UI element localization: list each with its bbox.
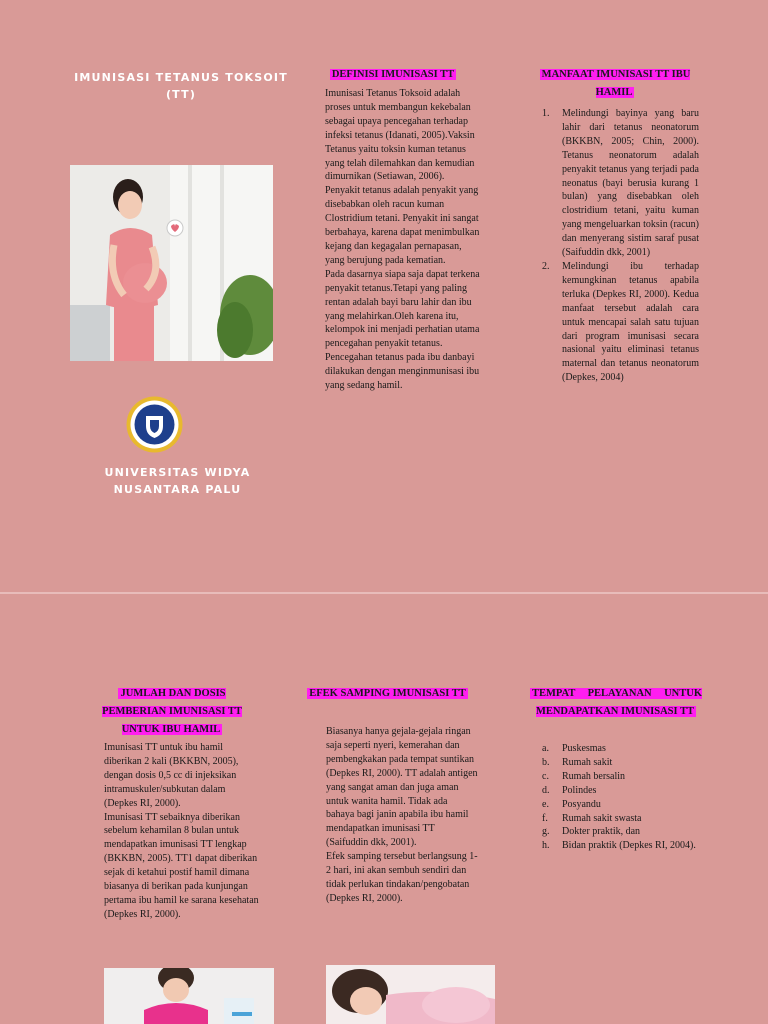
efek-samping-body — [326, 725, 478, 906]
list-item: e. Posyandu — [542, 798, 601, 810]
jumlah-dosis-body — [104, 741, 259, 922]
efek-samping-paragraph: Biasanya hanya gejala-gejala ringan saja seperti nyeri, kemerahan dan pembengkakan pada tempat suntikan (Depkes RI, 2000). TT adalah antigen yang sangat aman dan juga aman untuk wanita hamil. Tidak ada bahaya bagi janin apabila ibu hamil mendapatkan imunisasi TT (Saifuddin dkk, 2001). — [326, 726, 478, 849]
jumlah-dosis-paragraph: Imunisasi TT untuk ibu hamil diberikan 2 kali (BKKBN, 2005), dengan dosis 0,5 cc di injeksikan intramuskuler/subkutan dalam (Depkes RI, 2000). — [104, 742, 239, 809]
university-logo — [126, 396, 183, 453]
definisi-paragraph: Imunisasi Tetanus Toksoid adalah proses untuk membangun kekebalan sebagai upaya pencegahan terhadap infeksi tetanus (Idanati, 2005).Vaksin Tetanus yaitu toksin kuman tetanus yang telah dilemahkan dan kemudian dimurnikan (Setiawan, 2006). — [325, 88, 475, 183]
list-item: d. Polindes — [542, 784, 597, 796]
manfaat-list — [542, 107, 699, 385]
university-name: UNIVERSITAS WIDYA NUSANTARA PALU — [104, 466, 251, 496]
list-item: 2. Melindungi ibu terhadap kemungkinan tetanus apabila terluka (Depkes RI, 2000). Kedua manfaat tersebut adalah cara untuk mencapai salah satu tujuan dari program imunisasi secara nasional yaitu eliminasi tetanus maternal dan tetanus neonatorum (Depkes, 2004) — [542, 260, 699, 384]
efek-samping-title — [300, 685, 475, 703]
tempat-pelayanan-title — [530, 685, 702, 721]
manfaat-item-text: Melindungi ibu terhadap kemungkinan tetanus apabila terluka (Depkes RI, 2000). Kedua manfaat tersebut adalah cara untuk mencapai salah satu tujuan dari program imunisasi secara nasional yaitu eliminasi tetanus maternal dan tetanus neonatorum (Depkes, 2004) — [562, 260, 699, 384]
manfaat-title — [536, 66, 694, 102]
definisi-title — [318, 66, 468, 84]
jumlah-dosis-paragraph: Imunisasi TT sebaiknya diberikan sebelum kehamilan 8 bulan untuk mendapatkan imunisasi TT lengkap (BKKBN, 2005). TT1 dapat diberikan sejak di ketahui postif hamil dimana biasanya di berikan pada kunjungan pertama ibu hamil ke sarana kesehatan (Depkes RI, 2000). — [104, 811, 259, 920]
efek-samping-paragraph: Efek samping tersebut berlangsung 1-2 hari, ini akan sembuh sendiri dan tidak perlukan tindakan/pengobatan (Depkes RI, 2000). — [326, 851, 478, 904]
manfaat-title-text: MANFAAT IMUNISASI TT IBU HAMIL — [541, 69, 691, 98]
definisi-title-text: DEFINISI IMUNISASI TT — [331, 69, 455, 80]
tempat-pelayanan-list — [542, 742, 702, 853]
definisi-paragraph: Penyakit tetanus adalah penyakit yang disebabkan oleh racun kuman Clostridium tetani. Penyakit ini sangat berbahaya, karena dapat menimbulkan kejang dan kegagalan pernapasan, yang berujung pada kematian. — [325, 185, 480, 266]
list-item: c. Rumah bersalin — [542, 770, 626, 782]
jumlah-dosis-title — [97, 685, 247, 739]
efek-samping-title-text: EFEK SAMPING IMUNISASI TT — [309, 688, 466, 699]
list-item: h. Bidan praktik (Depkes RI, 2004). — [542, 840, 696, 852]
list-item: a. Puskesmas — [542, 743, 606, 754]
resting-woman-photo — [326, 965, 495, 1024]
list-item: f. Rumah sakit swasta — [542, 812, 642, 824]
list-item: 1. Melindungi bayinya yang baru lahir dari tetanus neonatorum (BKKBN, 2005; Chin, 2000). Tetanus neonatorum adalah penyakit tetanus yang terjadi pada neonatus (bayi berusia kurang 1 bulan) yang disebabkan oleh clostridium tetani, yaitu kuman yang mengeluarkan toksin (racun) dan menyerang sistim saraf pusat (Saifuddin dkk, 2001) — [542, 108, 699, 259]
definisi-paragraph: Pada dasarnya siapa saja dapat terkena penyakit tetanus.Tetapi yang paling rentan adalah bayi baru lahir dan ibu yang melahirkan.Oleh karena itu, kelompok ini menjadi perhatian utama pencegahan penyakit tetanus. Pencegahan tetanus pada ibu danbayi dilakukan dengan menginmunisasi ibu yang sedang hamil. — [325, 268, 480, 392]
fold-divider — [0, 592, 768, 594]
injection-photo — [104, 968, 274, 1024]
jumlah-dosis-title-text: JUMLAH DAN DOSIS PEMBERIAN IMUNISASI TT UNTUK IBU HAMIL — [102, 688, 242, 735]
tempat-pelayanan-title-text: TEMPAT PELAYANAN UNTUK MENDAPATKAN IMUNISASI TT — [532, 688, 702, 717]
pregnant-woman-photo — [70, 165, 273, 361]
list-item: b. Rumah sakit — [542, 756, 613, 768]
list-item: g. Dokter praktik, dan — [542, 826, 641, 838]
brochure-title: IMUNISASI TETANUS TOKSOIT (TT) — [74, 71, 288, 101]
definisi-body — [325, 87, 480, 393]
manfaat-item-text: Melindungi bayinya yang baru lahir dari tetanus neonatorum (BKKBN, 2005; Chin, 2000). Tetanus neonatorum adalah penyakit tetanus yang terjadi pada neonatus (bayi berusia kurang 1 bulan) yang disebabkan oleh clostridium tetani, yaitu kuman yang mengeluarkan toksin (racun) dan menyerang sistim saraf pusat (Saifuddin dkk, 2001) — [562, 108, 699, 259]
